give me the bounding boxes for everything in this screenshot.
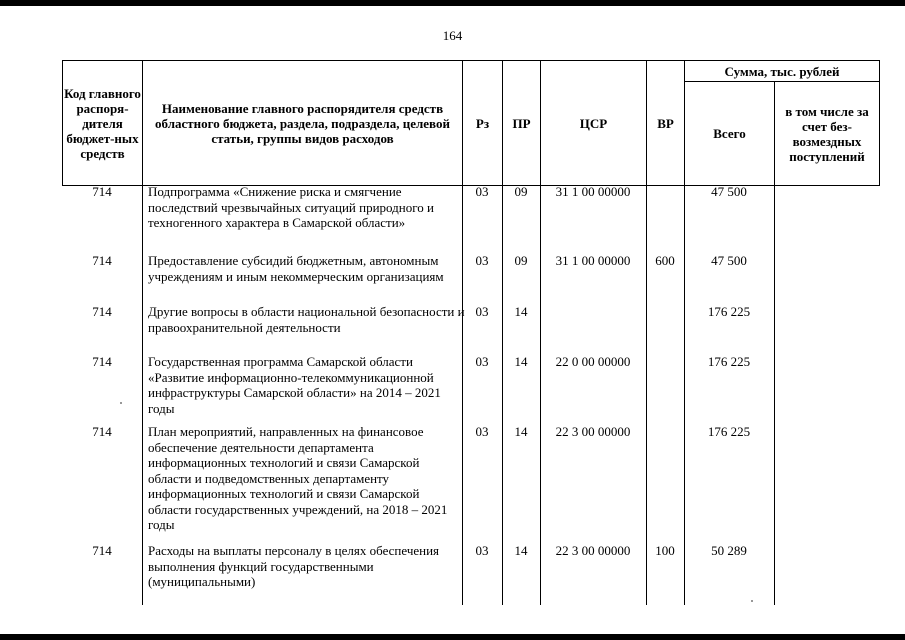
cell-pr: 14	[514, 354, 528, 369]
cell-pr: 09	[514, 253, 528, 268]
cell-total: 47 500	[711, 184, 747, 199]
cell-name: Расходы на выплаты персоналу в целях обеспечения выполнения функций государственными (муниципальными)	[148, 543, 440, 589]
cell-rz: 03	[475, 304, 489, 319]
cell-total: 50 289	[711, 543, 747, 558]
cell-code: 714	[92, 304, 112, 319]
scan-speck	[751, 600, 753, 602]
cell-total: 176 225	[707, 304, 751, 319]
header-incl: в том числе за счет без-возмездных поступлений	[774, 81, 880, 186]
header-name: Наименование главного распорядителя средств областного бюджета, раздела, подраздела, целевой статьи, группы видов расходов	[142, 60, 463, 186]
cell-vr: 600	[655, 253, 675, 268]
col-line	[684, 185, 685, 605]
cell-name: Подпрограмма «Снижение риска и смягчение последствий чрезвычайных ситуаций природного и техногенного характера в Самарской области»	[148, 184, 434, 230]
cell-code: 714	[92, 184, 112, 199]
cell-code: 714	[92, 253, 112, 268]
header-rz: Рз	[462, 60, 503, 186]
cell-vr: 100	[655, 543, 675, 558]
cell-csr: 31 1 00 00000	[555, 253, 631, 268]
cell-csr: 22 0 00 00000	[555, 354, 631, 369]
col-line	[646, 185, 647, 605]
cell-name: План мероприятий, направленных на финансовое обеспечение деятельности департамента информационных технологий и связи Самарской области и подведомственных департаменту информационных технологий и связи Самарской области государственных учреждений, на 2018 – 2021 годы	[148, 424, 448, 532]
header-csr: ЦСР	[540, 60, 647, 186]
col-line	[540, 185, 541, 605]
cell-total: 176 225	[707, 354, 751, 369]
header-pr: ПР	[502, 60, 541, 186]
cell-name: Предоставление субсидий бюджетным, автономным учреждениям и иным некоммерческим организациям	[148, 253, 444, 284]
cell-csr: 31 1 00 00000	[555, 184, 631, 199]
col-line	[502, 185, 503, 605]
header-total: Всего	[684, 81, 775, 186]
cell-rz: 03	[475, 543, 489, 558]
top-border	[0, 0, 905, 6]
cell-csr: 22 3 00 00000	[555, 543, 631, 558]
cell-name: Государственная программа Самарской области «Развитие информационно-телекоммуникационной инфраструктуры Самарской области» на 2014 – 2021 годы	[148, 354, 441, 416]
cell-total: 47 500	[711, 253, 747, 268]
col-line	[774, 185, 775, 605]
header-sum: Сумма, тыс. рублей	[684, 60, 880, 82]
bottom-border	[0, 634, 905, 640]
cell-rz: 03	[475, 253, 489, 268]
scan-speck	[120, 402, 122, 404]
header-code: Код главного распоря-дителя бюджет-ных средств	[62, 60, 143, 186]
cell-pr: 14	[514, 304, 528, 319]
cell-csr: 22 3 00 00000	[555, 424, 631, 439]
cell-rz: 03	[475, 354, 489, 369]
cell-code: 714	[92, 354, 112, 369]
cell-rz: 03	[475, 184, 489, 199]
page-number: 164	[442, 28, 463, 43]
cell-rz: 03	[475, 424, 489, 439]
cell-pr: 14	[514, 424, 528, 439]
cell-code: 714	[92, 543, 112, 558]
cell-name: Другие вопросы в области национальной безопасности и правоохранительной деятельности	[148, 304, 465, 335]
col-line	[142, 185, 143, 605]
cell-code: 714	[92, 424, 112, 439]
cell-pr: 14	[514, 543, 528, 558]
cell-pr: 09	[514, 184, 528, 199]
header-vr: ВР	[646, 60, 685, 186]
cell-total: 176 225	[707, 424, 751, 439]
